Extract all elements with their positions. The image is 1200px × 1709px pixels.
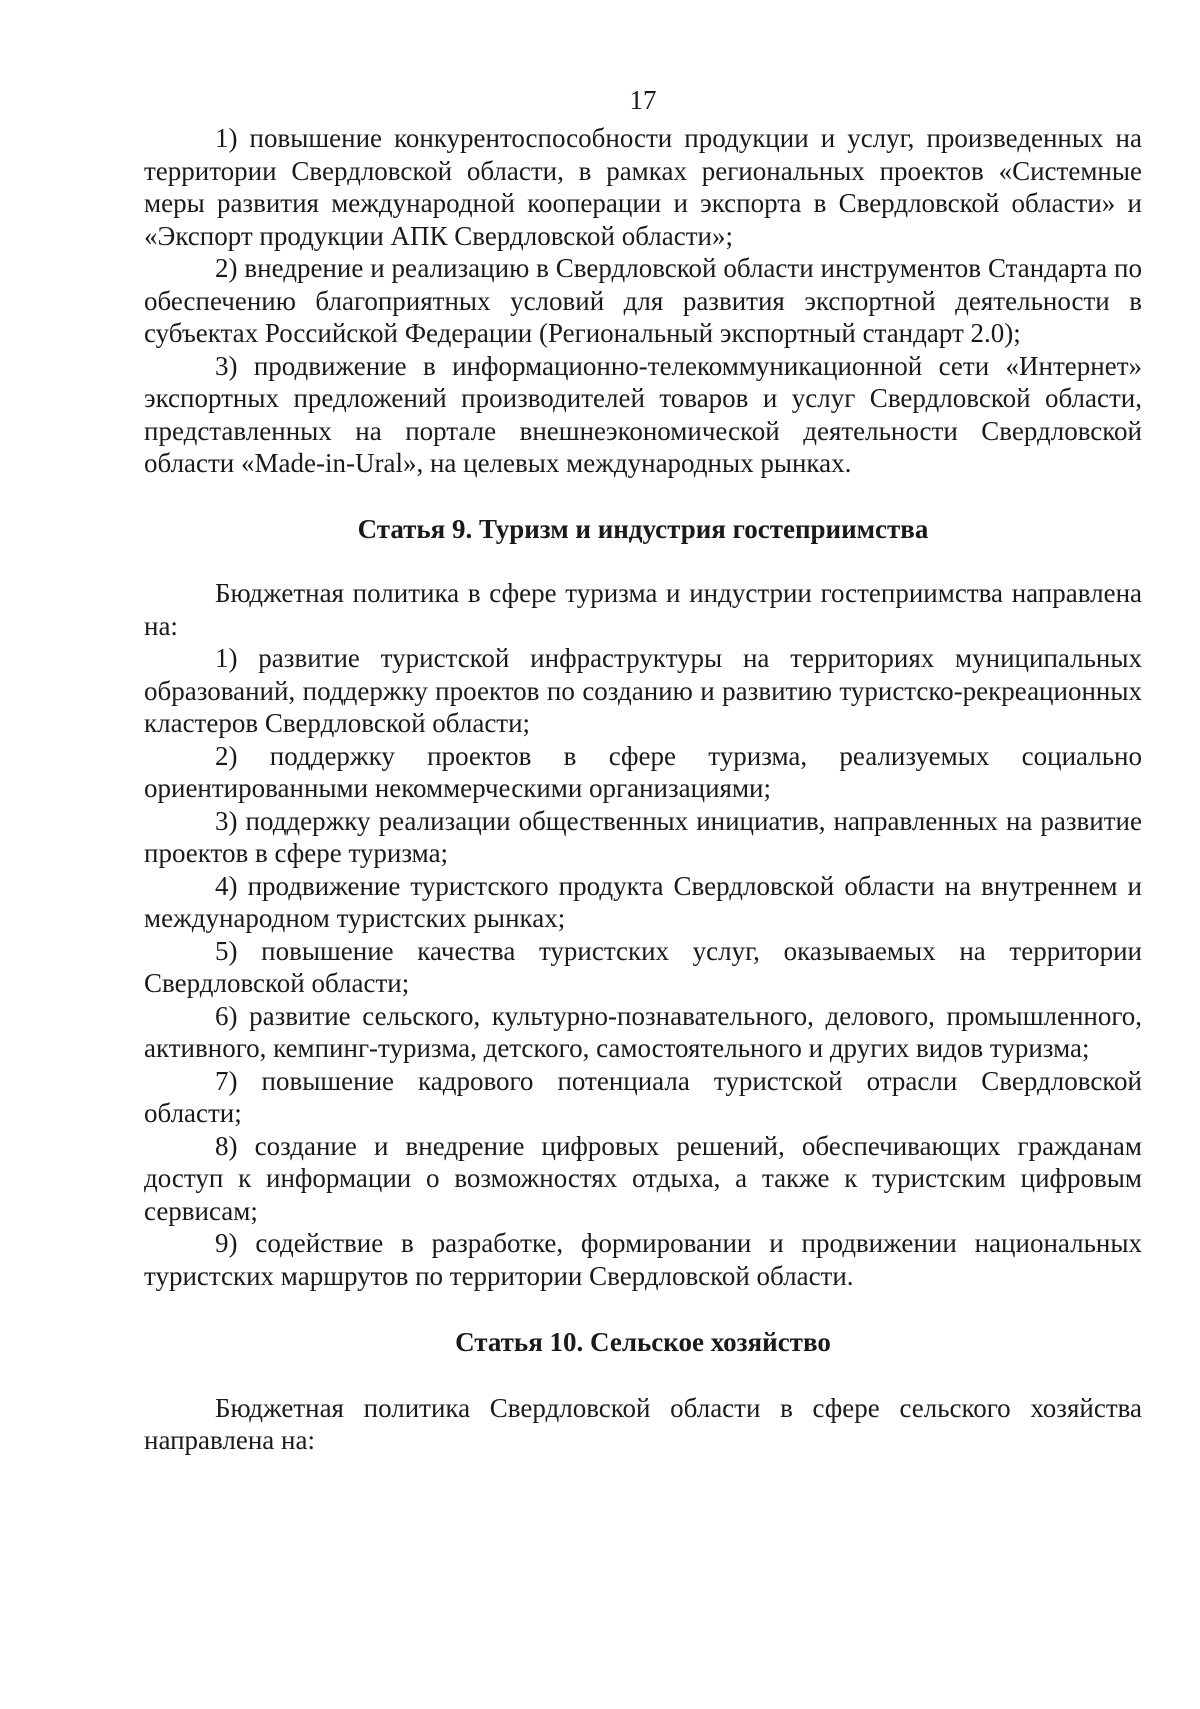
article-9-item-7: 7) повышение кадрового потенциала туристской отрасли Свердловской области; [144,1065,1142,1128]
page-number: 17 [629,85,657,115]
article-9-item-9: 9) содействие в разработке, формировании и продвижении национальных туристских маршрутов по территории Свердловской области. [144,1228,1142,1291]
article-10-heading: Статья 10. Сельское хозяйство [455,1327,831,1357]
document-page [144,80,1142,1457]
article-9-item-1: 1) развитие туристской инфраструктуры на территориях муниципальных образований, поддержку проектов по созданию и развитию туристско-рекреационных кластеров Свердловской области; [144,643,1142,738]
paragraph-export-item-1: 1) повышение конкурентоспособности продукции и услуг, произведенных на территории Свердловской области, в рамках региональных проектов «Системные меры развития международной кооперации и экспорта в Свердловской области» и «Экспорт продукции АПК Свердловской области»; [144,123,1142,251]
article-9-item-6: 6) развитие сельского, культурно-познавательного, делового, промышленного, активного, кемпинг-туризма, детского, самостоятельного и других видов туризма; [144,1000,1142,1063]
paragraph-export-item-2: 2) внедрение и реализацию в Свердловской области инструментов Стандарта по обеспечению благоприятных условий для развития экспортной деятельности в субъектах Российской Федерации (Региональный экспортный стандарт 2.0); [144,253,1142,348]
article-9-item-8: 8) создание и внедрение цифровых решений, обеспечивающих гражданам доступ к информации о возможностях отдыха, а также к туристским цифровым сервисам; [144,1130,1142,1226]
article-9-item-5: 5) повышение качества туристских услуг, оказываемых на территории Свердловской области; [144,935,1142,998]
article-9-item-2: 2) поддержку проектов в сфере туризма, реализуемых социально ориентированными некоммерческими организациями; [144,740,1142,803]
article-9-intro: Бюджетная политика в сфере туризма и индустрии гостеприимства направлена на: [144,578,1142,641]
paragraph-export-item-3: 3) продвижение в информационно-телекоммуникационной сети «Интернет» экспортных предложений производителей товаров и услуг Свердловской области, представленных на портале внешнеэкономической деятельности Свердловской области «Made-in-Ural», на целевых международных рынках. [144,350,1142,478]
article-9-item-4: 4) продвижение туристского продукта Свердловской области на внутреннем и международном туристских рынках; [144,870,1142,933]
article-9-item-3: 3) поддержку реализации общественных инициатив, направленных на развитие проектов в сфере туризма; [144,805,1142,868]
article-9-heading: Статья 9. Туризм и индустрия гостеприимства [357,513,929,544]
article-10-intro: Бюджетная политика Свердловской области в сфере сельского хозяйства направлена на: [144,1392,1142,1455]
